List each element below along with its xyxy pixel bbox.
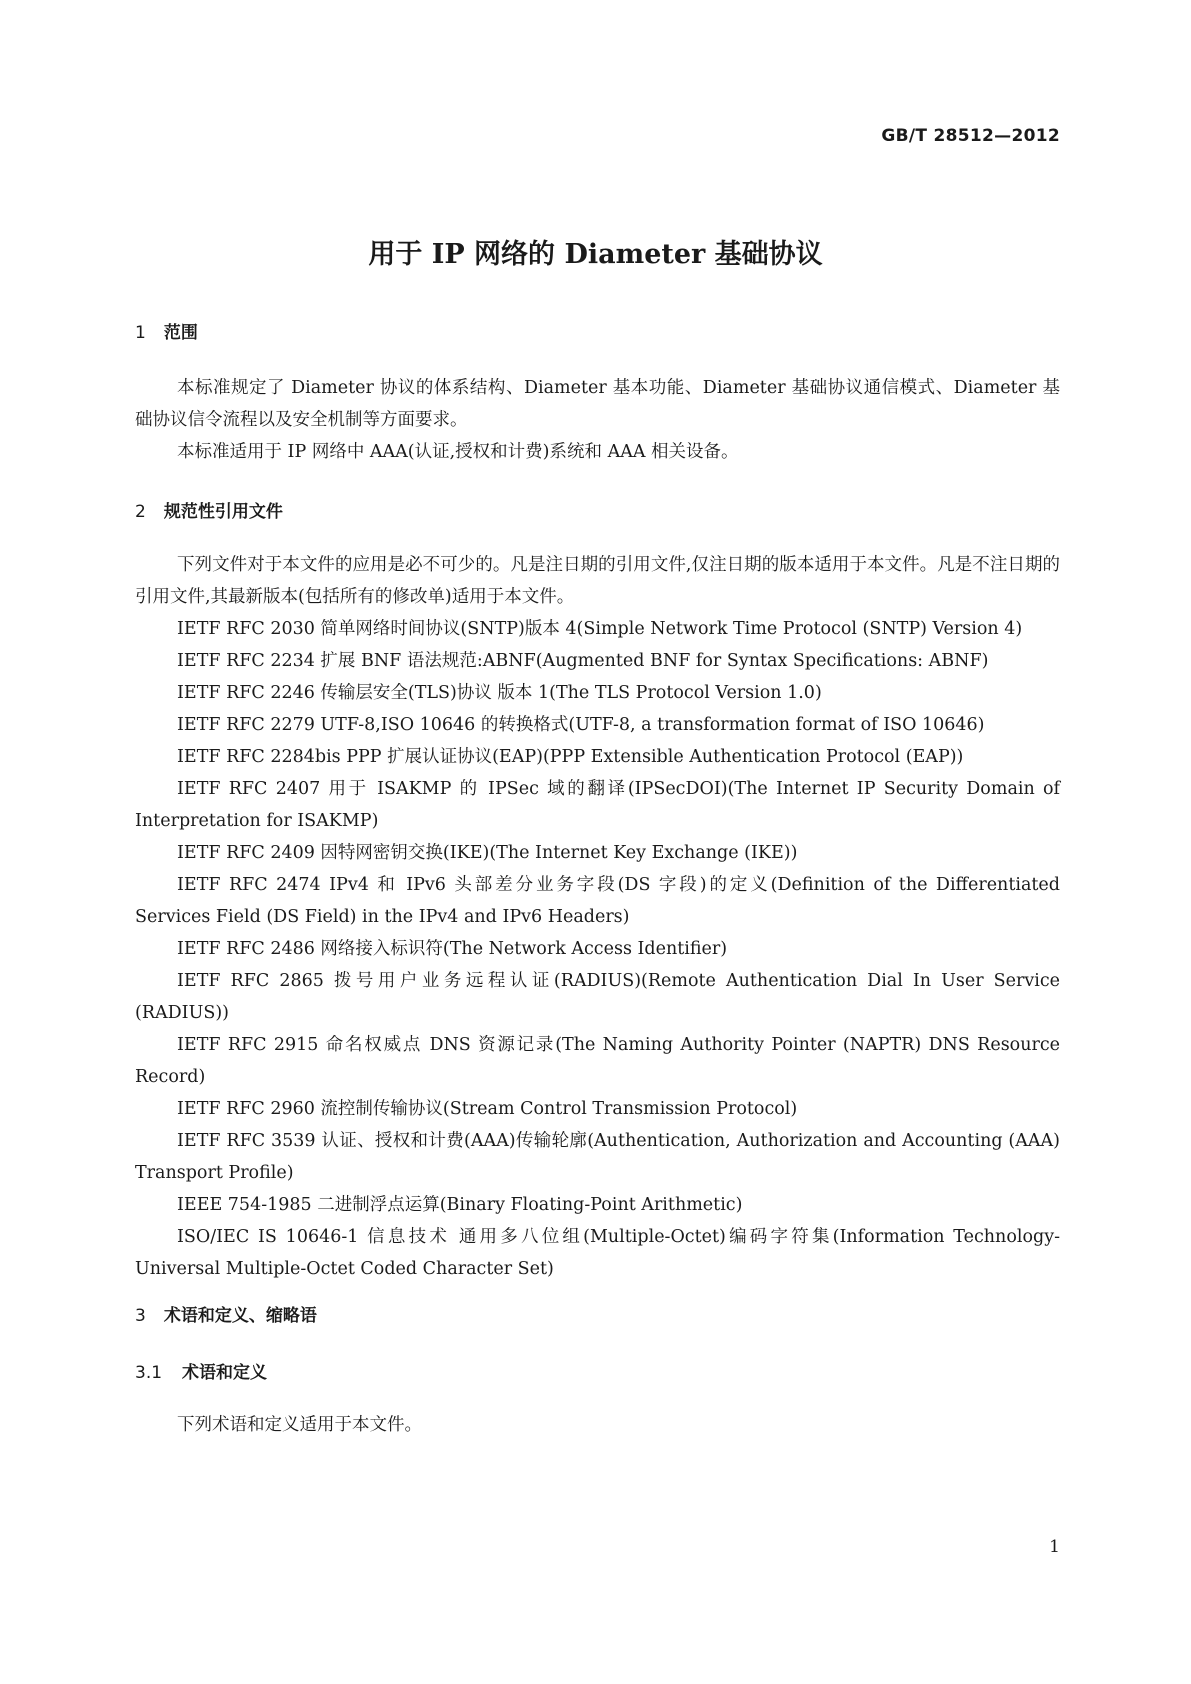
normative-references [135, 549, 1060, 1285]
reference-item: IETF RFC 2246 传输层安全(TLS)协议 版本 1(The TLS Protocol Version 1.0) [177, 683, 822, 703]
section-number: 1 [135, 323, 146, 343]
section-3-heading [135, 1301, 317, 1326]
section-number: 3 [135, 1306, 146, 1326]
section-title: 规范性引用文件 [163, 502, 283, 522]
reference-item: IETF RFC 2407 用于 ISAKMP 的 IPSec 域的翻译(IPSecDOI)(The Internet IP Security Domain of Interpretation for ISAKMP) [135, 779, 1060, 831]
reference-item: IETF RFC 2030 简单网络时间协议(SNTP)版本 4(Simple Network Time Protocol (SNTP) Version 4) [177, 619, 1023, 639]
section-3-1-body [135, 1409, 1060, 1441]
reference-item: IETF RFC 2915 命名权威点 DNS 资源记录(The Naming Authority Pointer (NAPTR) DNS Resource Record) [135, 1035, 1060, 1087]
paragraph: 下列文件对于本文件的应用是必不可少的。凡是注日期的引用文件,仅注日期的版本适用于本文件。凡是不注日期的引用文件,其最新版本(包括所有的修改单)适用于本文件。 [135, 555, 1060, 607]
section-1-heading [135, 318, 198, 343]
section-3-1-heading [135, 1358, 267, 1383]
reference-item: IETF RFC 2284bis PPP 扩展认证协议(EAP)(PPP Extensible Authentication Protocol (EAP)) [177, 747, 964, 767]
paragraph: 下列术语和定义适用于本文件。 [177, 1415, 422, 1435]
section-title: 术语和定义、缩略语 [163, 1306, 317, 1326]
reference-item: ISO/IEC IS 10646-1 信息技术 通用多八位组(Multiple-Octet)编码字符集(Information Technology-Universal Multiple-Octet Coded Character Set) [135, 1227, 1060, 1279]
section-number: 2 [135, 502, 146, 522]
section-number: 3.1 [135, 1363, 163, 1383]
reference-item: IETF RFC 2960 流控制传输协议(Stream Control Transmission Protocol) [177, 1099, 798, 1119]
reference-item: IETF RFC 3539 认证、授权和计费(AAA)传输轮廓(Authentication, Authorization and Accounting (AAA) Transport Profile) [135, 1131, 1060, 1183]
section-title: 术语和定义 [182, 1363, 268, 1383]
page-number: 1 [1049, 1537, 1060, 1557]
section-1-body [135, 372, 1060, 468]
reference-item: IETF RFC 2279 UTF-8,ISO 10646 的转换格式(UTF-8, a transformation format of ISO 10646) [177, 715, 985, 735]
reference-item: IETF RFC 2486 网络接入标识符(The Network Access Identifier) [177, 939, 728, 959]
paragraph: 本标准规定了 Diameter 协议的体系结构、Diameter 基本功能、Diameter 基础协议通信模式、Diameter 基础协议信令流程以及安全机制等方面要求。 [135, 378, 1060, 430]
reference-item: IEEE 754-1985 二进制浮点运算(Binary Floating-Point Arithmetic) [177, 1195, 743, 1215]
section-title: 范围 [163, 323, 198, 343]
paragraph: 本标准适用于 IP 网络中 AAA(认证,授权和计费)系统和 AAA 相关设备。 [177, 442, 739, 462]
reference-item: IETF RFC 2234 扩展 BNF 语法规范:ABNF(Augmented BNF for Syntax Specifications: ABNF) [177, 651, 989, 671]
reference-item: IETF RFC 2474 IPv4 和 IPv6 头部差分业务字段(DS 字段)的定义(Definition of the Differentiated Services Field (DS Field) in the IPv4 and IPv6 Headers) [135, 875, 1060, 927]
reference-item: IETF RFC 2865 拨号用户业务远程认证(RADIUS)(Remote Authentication Dial In User Service (RADIUS)) [135, 971, 1060, 1023]
section-2-heading [135, 497, 283, 522]
reference-item: IETF RFC 2409 因特网密钥交换(IKE)(The Internet Key Exchange (IKE)) [177, 843, 798, 863]
standard-code: GB/T 28512—2012 [881, 126, 1060, 146]
document-title: 用于 IP 网络的 Diameter 基础协议 [368, 239, 823, 270]
